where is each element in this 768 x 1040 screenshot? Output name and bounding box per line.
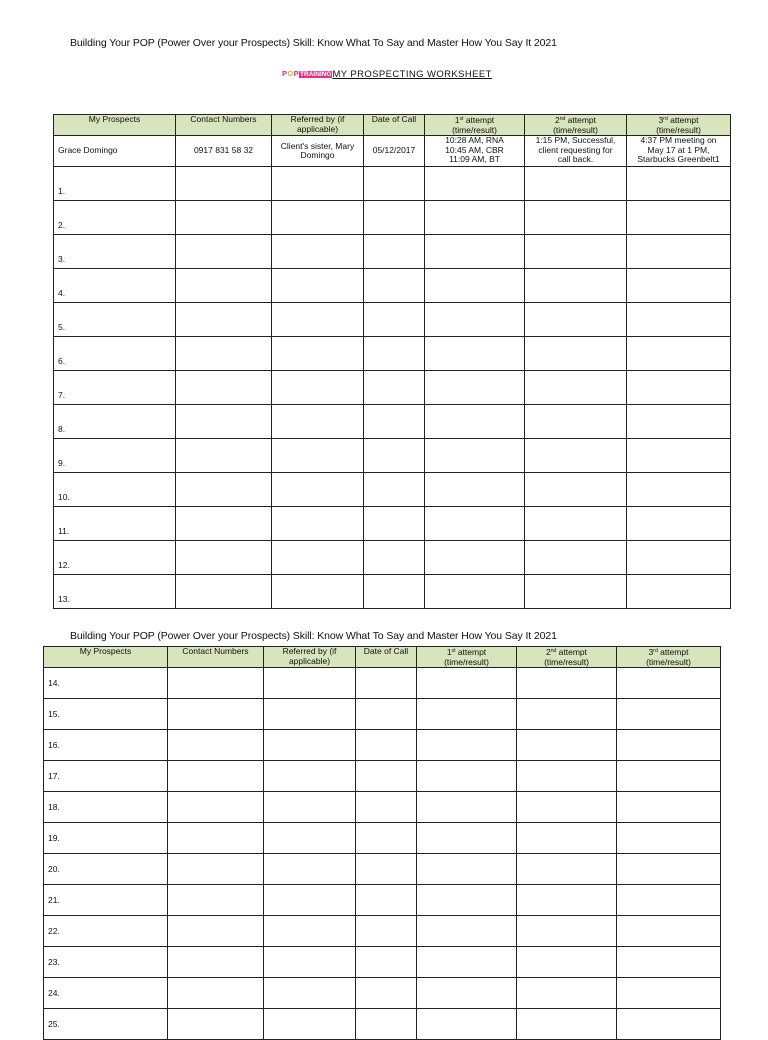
attempt-3-cell[interactable]: [627, 405, 731, 439]
row-number: 19.: [48, 833, 60, 843]
attempt-2-cell[interactable]: [525, 473, 627, 507]
row-number: 12.: [58, 560, 70, 570]
attempt-1-cell[interactable]: [417, 885, 517, 916]
prospect-cell[interactable]: [44, 668, 168, 699]
attempt-3-cell[interactable]: [617, 792, 721, 823]
contact-cell[interactable]: [176, 575, 272, 609]
attempt-2-cell[interactable]: [517, 947, 617, 978]
referred-cell[interactable]: [264, 854, 356, 885]
row-number: 23.: [48, 957, 60, 967]
sample-contact: 0917 831 58 32: [176, 136, 272, 167]
attempt-1-cell[interactable]: [425, 167, 525, 201]
contact-cell[interactable]: [176, 541, 272, 575]
col-header-contact: Contact Numbers: [168, 647, 264, 668]
attempt-2-cell[interactable]: [525, 269, 627, 303]
attempt-2-cell[interactable]: [525, 575, 627, 609]
col-header-attempt-2: 2nd attempt (time/result): [525, 115, 627, 136]
referred-cell[interactable]: [264, 885, 356, 916]
referred-cell[interactable]: [272, 235, 364, 269]
attempt-1-cell[interactable]: [425, 439, 525, 473]
contact-cell[interactable]: [168, 947, 264, 978]
table-row: [44, 916, 721, 947]
worksheet-title-text: MY PROSPECTING WORKSHEET: [332, 69, 492, 80]
prospect-cell[interactable]: [54, 439, 176, 473]
attempt-1-cell[interactable]: [425, 303, 525, 337]
attempt-3-cell[interactable]: [617, 761, 721, 792]
attempt-2-cell[interactable]: [525, 235, 627, 269]
row-number: 16.: [48, 740, 60, 750]
attempt-3-cell[interactable]: [627, 303, 731, 337]
contact-cell[interactable]: [176, 269, 272, 303]
attempt-2-cell[interactable]: [517, 854, 617, 885]
attempt-3-cell[interactable]: [617, 1009, 721, 1040]
prospect-cell[interactable]: [54, 167, 176, 201]
attempt-2-cell[interactable]: [525, 167, 627, 201]
attempt-2-cell[interactable]: [517, 1009, 617, 1040]
prospect-cell[interactable]: [54, 371, 176, 405]
attempt-2-cell[interactable]: [517, 668, 617, 699]
prospect-cell[interactable]: [44, 854, 168, 885]
referred-cell[interactable]: [272, 269, 364, 303]
table-header-row: [54, 115, 731, 136]
contact-cell[interactable]: [168, 699, 264, 730]
contact-cell[interactable]: [176, 439, 272, 473]
attempt-3-cell[interactable]: [627, 575, 731, 609]
col-header-referred: Referred by (if applicable): [272, 115, 364, 136]
row-number: 5.: [58, 322, 66, 332]
prospecting-table-page-1: [53, 114, 731, 609]
attempt-2-cell[interactable]: [525, 303, 627, 337]
table-row: [54, 201, 731, 235]
page-heading: Building Your POP (Power Over your Prospects) Skill: Know What To Say and Master How You Say It 2021: [70, 37, 557, 49]
referred-cell[interactable]: [272, 371, 364, 405]
contact-cell[interactable]: [176, 473, 272, 507]
table-row: [54, 167, 731, 201]
col-header-contact: Contact Numbers: [176, 115, 272, 136]
date-cell[interactable]: [356, 823, 417, 854]
col-header-attempt-2: 2nd attempt (time/result): [517, 647, 617, 668]
prospect-cell[interactable]: [54, 303, 176, 337]
table-row: [54, 337, 731, 371]
referred-cell[interactable]: [272, 507, 364, 541]
table-row: [44, 792, 721, 823]
prospect-cell[interactable]: [54, 405, 176, 439]
attempt-2-cell[interactable]: [517, 699, 617, 730]
attempt-2-cell[interactable]: [525, 507, 627, 541]
date-cell[interactable]: [356, 699, 417, 730]
contact-cell[interactable]: [168, 730, 264, 761]
date-cell[interactable]: [364, 201, 425, 235]
attempt-1-cell[interactable]: [417, 699, 517, 730]
contact-cell[interactable]: [176, 337, 272, 371]
attempt-2-cell[interactable]: [525, 439, 627, 473]
attempt-3-cell[interactable]: [627, 167, 731, 201]
contact-cell[interactable]: [168, 978, 264, 1009]
prospect-cell[interactable]: [44, 730, 168, 761]
table-row: [54, 507, 731, 541]
referred-cell[interactable]: [264, 916, 356, 947]
table-row: [44, 761, 721, 792]
attempt-2-cell[interactable]: [517, 792, 617, 823]
contact-cell[interactable]: [176, 167, 272, 201]
table-row: [44, 978, 721, 1009]
row-number: 11.: [58, 526, 70, 536]
date-cell[interactable]: [364, 337, 425, 371]
prospect-cell[interactable]: [44, 885, 168, 916]
attempt-1-cell[interactable]: [425, 337, 525, 371]
col-header-date: Date of Call: [364, 115, 425, 136]
date-cell[interactable]: [364, 473, 425, 507]
date-cell[interactable]: [356, 730, 417, 761]
date-cell[interactable]: [356, 978, 417, 1009]
sample-attempt-3: 4:37 PM meeting on May 17 at 1 PM, Starbucks Greenbelt1: [627, 136, 731, 167]
referred-cell[interactable]: [272, 575, 364, 609]
attempt-3-cell[interactable]: [627, 235, 731, 269]
referred-cell[interactable]: [264, 699, 356, 730]
attempt-1-cell[interactable]: [417, 978, 517, 1009]
col-header-attempt-1: 1st attempt (time/result): [417, 647, 517, 668]
col-header-referred: Referred by (if applicable): [264, 647, 356, 668]
table-row: [44, 699, 721, 730]
table-row: [54, 405, 731, 439]
col-header-prospects: My Prospects: [44, 647, 168, 668]
row-number: 3.: [58, 254, 66, 264]
referred-cell[interactable]: [264, 761, 356, 792]
attempt-1-cell[interactable]: [425, 473, 525, 507]
contact-cell[interactable]: [168, 916, 264, 947]
row-number: 15.: [48, 709, 60, 719]
prospect-cell[interactable]: [54, 473, 176, 507]
date-cell[interactable]: [356, 1009, 417, 1040]
date-cell[interactable]: [364, 303, 425, 337]
col-header-attempt-3: 3rd attempt (time/result): [627, 115, 731, 136]
attempt-3-cell[interactable]: [617, 823, 721, 854]
row-number: 2.: [58, 220, 66, 230]
attempt-3-cell[interactable]: [617, 916, 721, 947]
attempt-1-cell[interactable]: [417, 947, 517, 978]
row-number: 24.: [48, 988, 60, 998]
date-cell[interactable]: [364, 405, 425, 439]
date-cell[interactable]: [356, 885, 417, 916]
prospect-cell[interactable]: [54, 235, 176, 269]
date-cell[interactable]: [356, 761, 417, 792]
prospect-cell[interactable]: [44, 1009, 168, 1040]
page-heading-2: Building Your POP (Power Over your Prospects) Skill: Know What To Say and Master How You Say It 2021: [70, 630, 557, 642]
attempt-3-cell[interactable]: [627, 371, 731, 405]
attempt-3-cell[interactable]: [617, 668, 721, 699]
prospect-cell[interactable]: [44, 916, 168, 947]
attempt-3-cell[interactable]: [617, 978, 721, 1009]
attempt-1-cell[interactable]: [425, 201, 525, 235]
referred-cell[interactable]: [264, 823, 356, 854]
attempt-3-cell[interactable]: [627, 337, 731, 371]
attempt-1-cell[interactable]: [417, 916, 517, 947]
contact-cell[interactable]: [176, 235, 272, 269]
col-header-attempt-3: 3rd attempt (time/result): [617, 647, 721, 668]
table-row: [44, 668, 721, 699]
referred-cell[interactable]: [264, 730, 356, 761]
referred-cell[interactable]: [272, 473, 364, 507]
attempt-2-cell[interactable]: [525, 337, 627, 371]
contact-cell[interactable]: [176, 507, 272, 541]
date-cell[interactable]: [364, 541, 425, 575]
contact-cell[interactable]: [168, 761, 264, 792]
contact-cell[interactable]: [168, 1009, 264, 1040]
prospect-cell[interactable]: [54, 541, 176, 575]
referred-cell[interactable]: [272, 167, 364, 201]
contact-cell[interactable]: [176, 371, 272, 405]
date-cell[interactable]: [364, 507, 425, 541]
attempt-1-cell[interactable]: [417, 730, 517, 761]
referred-cell[interactable]: [272, 541, 364, 575]
referred-cell[interactable]: [272, 337, 364, 371]
referred-cell[interactable]: [272, 201, 364, 235]
row-number: 9.: [58, 458, 66, 468]
date-cell[interactable]: [364, 269, 425, 303]
date-cell[interactable]: [364, 439, 425, 473]
date-cell[interactable]: [364, 371, 425, 405]
pop-training-logo: POPTRAINING: [282, 69, 332, 78]
attempt-2-cell[interactable]: [517, 916, 617, 947]
attempt-1-cell[interactable]: [417, 854, 517, 885]
referred-cell[interactable]: [272, 303, 364, 337]
attempt-1-cell[interactable]: [417, 761, 517, 792]
attempt-2-cell[interactable]: [517, 885, 617, 916]
prospecting-table-page-2: [43, 646, 721, 1040]
attempt-3-cell[interactable]: [627, 473, 731, 507]
sample-attempt-2: 1:15 PM, Successful, client requesting for call back.: [525, 136, 627, 167]
row-number: 22.: [48, 926, 60, 936]
attempt-1-cell[interactable]: [425, 541, 525, 575]
contact-cell[interactable]: [176, 303, 272, 337]
table-row: [54, 371, 731, 405]
table-row: [44, 947, 721, 978]
attempt-3-cell[interactable]: [617, 730, 721, 761]
date-cell[interactable]: [364, 235, 425, 269]
row-number: 6.: [58, 356, 66, 366]
attempt-1-cell[interactable]: [417, 668, 517, 699]
referred-cell[interactable]: [264, 668, 356, 699]
worksheet-title: [282, 69, 492, 80]
sample-row: [54, 136, 731, 167]
table-row: [54, 439, 731, 473]
attempt-3-cell[interactable]: [617, 885, 721, 916]
contact-cell[interactable]: [176, 405, 272, 439]
attempt-3-cell[interactable]: [627, 269, 731, 303]
prospect-cell[interactable]: [54, 337, 176, 371]
referred-cell[interactable]: [264, 792, 356, 823]
prospect-cell[interactable]: [44, 978, 168, 1009]
attempt-3-cell[interactable]: [627, 541, 731, 575]
attempt-2-cell[interactable]: [525, 201, 627, 235]
prospect-cell[interactable]: [44, 699, 168, 730]
contact-cell[interactable]: [168, 792, 264, 823]
row-number: 25.: [48, 1019, 60, 1029]
table-row: [44, 854, 721, 885]
date-cell[interactable]: [364, 575, 425, 609]
date-cell[interactable]: [356, 668, 417, 699]
referred-cell[interactable]: [264, 947, 356, 978]
attempt-1-cell[interactable]: [425, 371, 525, 405]
row-number: 7.: [58, 390, 66, 400]
contact-cell[interactable]: [168, 854, 264, 885]
referred-cell[interactable]: [272, 405, 364, 439]
row-number: 18.: [48, 802, 60, 812]
row-number: 17.: [48, 771, 60, 781]
prospect-cell[interactable]: [54, 575, 176, 609]
row-number: 10.: [58, 492, 70, 502]
row-number: 4.: [58, 288, 66, 298]
attempt-1-cell[interactable]: [417, 823, 517, 854]
date-cell[interactable]: [356, 854, 417, 885]
attempt-2-cell[interactable]: [525, 371, 627, 405]
col-header-prospects: My Prospects: [54, 115, 176, 136]
table-row: [54, 473, 731, 507]
contact-cell[interactable]: [168, 668, 264, 699]
table-row: [54, 575, 731, 609]
sample-attempt-1: 10:28 AM, RNA 10:45 AM, CBR 11:09 AM, BT: [425, 136, 525, 167]
contact-cell[interactable]: [168, 885, 264, 916]
sample-date: 05/12/2017: [364, 136, 425, 167]
prospect-cell[interactable]: [44, 947, 168, 978]
prospect-cell[interactable]: [44, 761, 168, 792]
attempt-2-cell[interactable]: [525, 541, 627, 575]
table-row: [54, 541, 731, 575]
attempt-2-cell[interactable]: [517, 978, 617, 1009]
row-number: 13.: [58, 594, 70, 604]
referred-cell[interactable]: [264, 978, 356, 1009]
attempt-1-cell[interactable]: [417, 792, 517, 823]
table-row: [54, 303, 731, 337]
row-number: 1.: [58, 186, 66, 196]
row-number: 14.: [48, 678, 60, 688]
prospect-cell[interactable]: [44, 792, 168, 823]
attempt-1-cell[interactable]: [425, 575, 525, 609]
attempt-3-cell[interactable]: [627, 439, 731, 473]
attempt-2-cell[interactable]: [517, 730, 617, 761]
attempt-1-cell[interactable]: [425, 269, 525, 303]
contact-cell[interactable]: [168, 823, 264, 854]
table-row: [54, 235, 731, 269]
attempt-3-cell[interactable]: [617, 699, 721, 730]
attempt-2-cell[interactable]: [525, 405, 627, 439]
attempt-3-cell[interactable]: [627, 507, 731, 541]
prospect-cell[interactable]: [54, 507, 176, 541]
col-header-date: Date of Call: [356, 647, 417, 668]
prospect-cell[interactable]: [44, 823, 168, 854]
col-header-attempt-1: 1st attempt (time/result): [425, 115, 525, 136]
attempt-1-cell[interactable]: [425, 507, 525, 541]
date-cell[interactable]: [356, 916, 417, 947]
table-row: [44, 885, 721, 916]
attempt-1-cell[interactable]: [417, 1009, 517, 1040]
attempt-3-cell[interactable]: [617, 854, 721, 885]
attempt-3-cell[interactable]: [627, 201, 731, 235]
prospect-cell[interactable]: [54, 269, 176, 303]
prospect-cell[interactable]: [54, 201, 176, 235]
sample-name: Grace Domingo: [54, 136, 176, 167]
contact-cell[interactable]: [176, 201, 272, 235]
table-row: [54, 269, 731, 303]
table-row: [44, 1009, 721, 1040]
table-row: [44, 730, 721, 761]
date-cell[interactable]: [356, 947, 417, 978]
table-header-row: [44, 647, 721, 668]
row-number: 8.: [58, 424, 66, 434]
row-number: 21.: [48, 895, 60, 905]
attempt-1-cell[interactable]: [425, 405, 525, 439]
referred-cell[interactable]: [272, 439, 364, 473]
attempt-2-cell[interactable]: [517, 823, 617, 854]
row-number: 20.: [48, 864, 60, 874]
attempt-3-cell[interactable]: [617, 947, 721, 978]
attempt-1-cell[interactable]: [425, 235, 525, 269]
sample-referred: Client's sister, Mary Domingo: [272, 136, 364, 167]
table-row: [44, 823, 721, 854]
referred-cell[interactable]: [264, 1009, 356, 1040]
date-cell[interactable]: [364, 167, 425, 201]
date-cell[interactable]: [356, 792, 417, 823]
attempt-2-cell[interactable]: [517, 761, 617, 792]
